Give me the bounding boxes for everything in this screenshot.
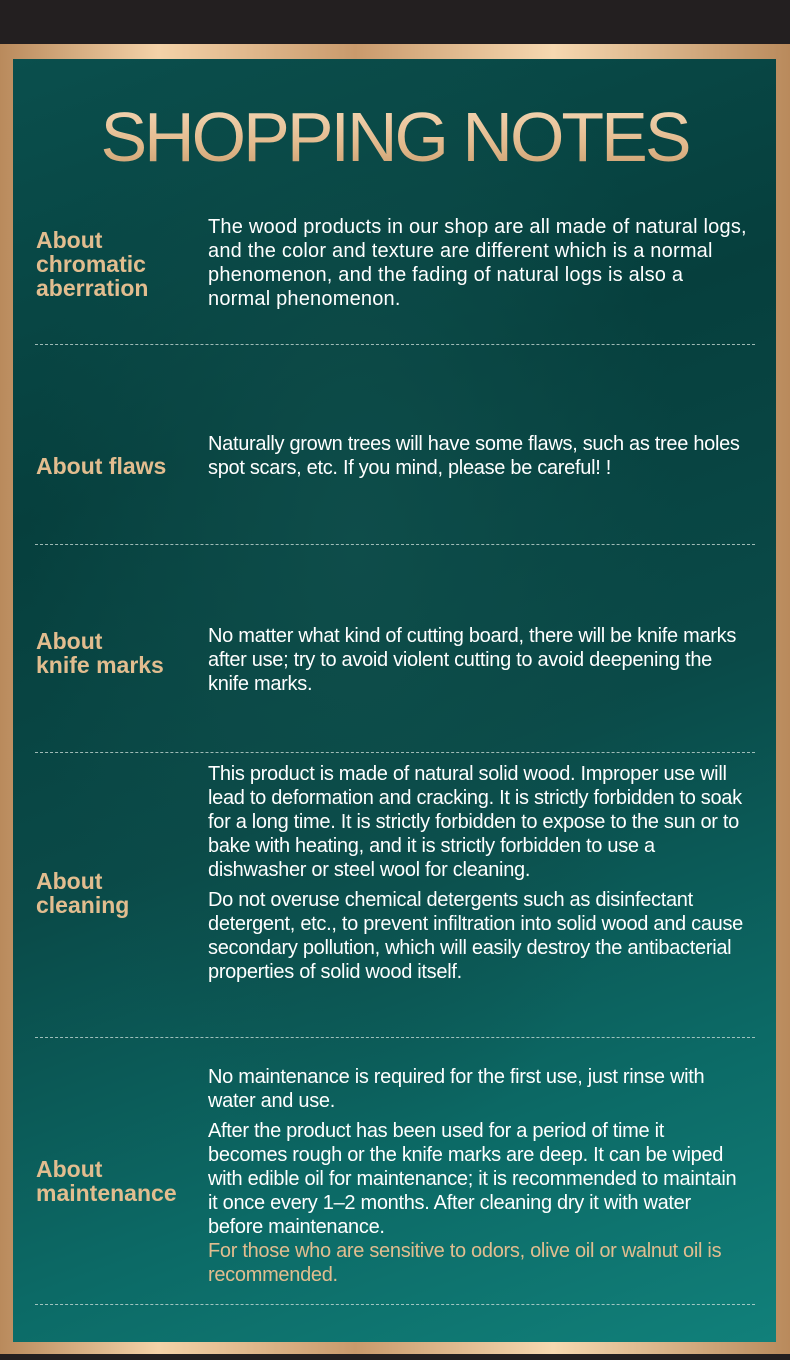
- section-text-flaws: Naturally grown trees will have some flaws, such as tree holes spot scars, etc. If you mind, please be careful! !: [208, 433, 740, 479]
- section-text-cleaning: This product is made of natural solid wood. Improper use will lead to deformation and cracking. It is strictly forbidden to soak for a long time. It is strictly forbidden to expose to the sun or to bake with heating, and it is strictly forbidden to use a dishwasher or steel wool for cleaning. Do not overuse chemical detergents such as disinfectant detergent, etc., to prevent infiltration into solid wood and cause secondary pollution, which will easily destroy the antibacterial properties of solid wood itself.: [208, 763, 743, 983]
- divider: [35, 344, 755, 345]
- divider: [35, 544, 755, 545]
- section-label-knife-marks: About knife marks: [36, 628, 164, 678]
- section-text-knife-marks: No matter what kind of cutting board, there will be knife marks after use; try to avoid violent cutting to avoid deepening the knife marks.: [208, 625, 737, 695]
- divider: [35, 1304, 755, 1305]
- bottom-dark-band: [0, 1354, 790, 1360]
- section-label-maintenance: About maintenance: [36, 1156, 177, 1206]
- divider: [35, 752, 755, 753]
- notes-panel: [13, 59, 776, 1342]
- top-dark-band: [0, 0, 790, 44]
- section-label-chromatic-aberration: About chromatic aberration: [36, 227, 149, 301]
- odor-sensitivity-note: For those who are sensitive to odors, olive oil or walnut oil is recommended.: [208, 1240, 722, 1286]
- page-title: SHOPPING NOTES: [13, 97, 776, 177]
- section-text-chromatic-aberration: The wood products in our shop are all made of natural logs, and the color and texture are different which is a normal phenomenon, and the fading of natural logs is also a normal phenomenon.: [208, 216, 747, 310]
- section-label-flaws: About flaws: [36, 453, 167, 479]
- section-text-maintenance: No maintenance is required for the first use, just rinse with water and use. After the product has been used for a period of time it becomes rough or the knife marks are deep. It can be wiped with edible oil for maintenance; it is recommended to maintain it once every 1–2 months. After cleaning dry it with water before maintenance. For those who are sensitive to odors, olive oil or walnut oil is recommended.: [208, 1065, 748, 1287]
- section-label-cleaning: About cleaning: [36, 868, 130, 918]
- divider: [35, 1037, 755, 1038]
